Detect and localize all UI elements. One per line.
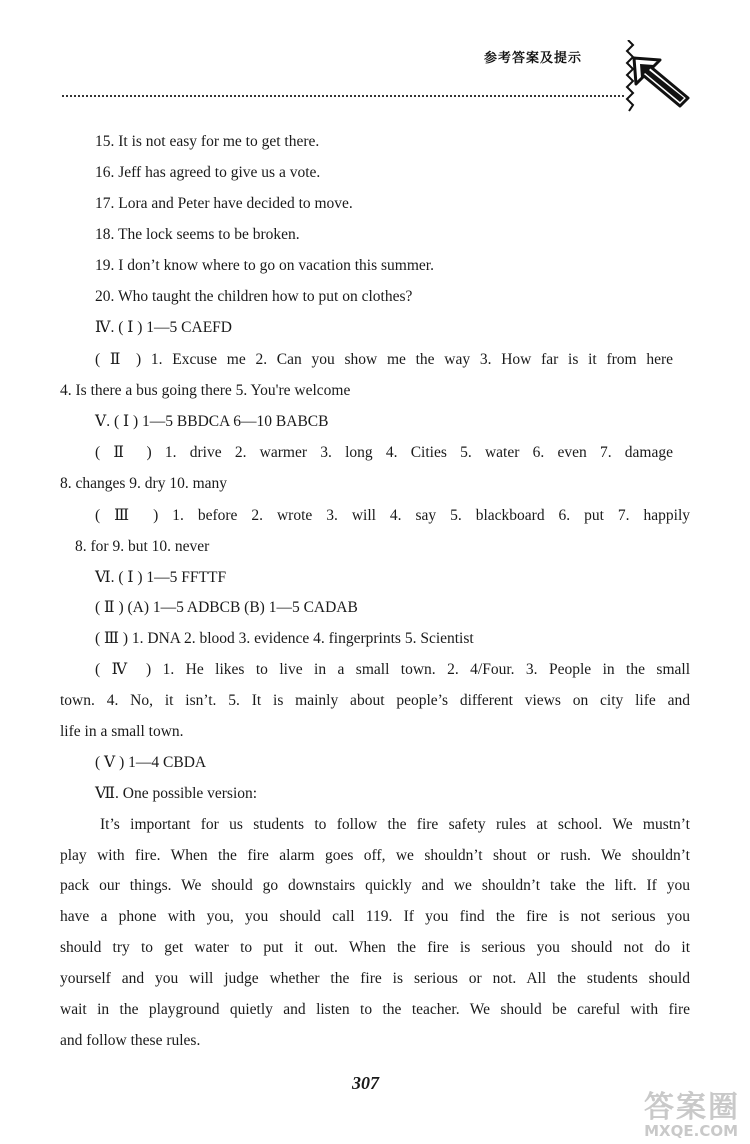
watermark — [604, 1080, 744, 1140]
section-v-iii-cont: 8. for 9. but 10. never — [75, 538, 210, 555]
section-v-ii-cont: 8. changes 9. dry 10. many — [60, 475, 228, 492]
section-iv-i: Ⅳ. ( Ⅰ ) 1—5 CAEFD — [95, 319, 232, 336]
section-vii-heading: Ⅶ. One possible version: — [95, 785, 258, 802]
essay-line: and follow these rules. — [60, 1032, 201, 1049]
section-vi-iv-cont: town. 4. No, it isn’t. 5. It is mainly about people’s different views on city life and — [60, 692, 690, 709]
section-vi-ii: ( Ⅱ ) (A) 1—5 ADBCB (B) 1—5 CADAB — [95, 599, 358, 616]
answer-line: 15. It is not easy for me to get there. — [95, 133, 320, 150]
section-iv-ii: ( Ⅱ ) 1. Excuse me 2. Can you show me the way 3. How far is it from here — [95, 351, 673, 368]
answer-line: 20. Who taught the children how to put on clothes? — [95, 288, 413, 305]
essay-line: play with fire. When the fire alarm goes off, we shouldn’t shout or rush. We shouldn’t — [60, 847, 690, 864]
essay-line: pack our things. We should go downstairs quickly and we shouldn’t take the lift. If you — [60, 877, 690, 894]
section-vi-iv: ( Ⅳ ) 1. He likes to live in a small town. 2. 4/Four. 3. People in the small — [95, 661, 690, 678]
essay-line: yourself and you will judge whether the fire is serious or not. All the students should — [60, 970, 690, 987]
header-dotted-rule — [62, 95, 624, 97]
essay-line: It’s important for us students to follow the fire safety rules at school. We mustn’t — [100, 816, 690, 833]
section-vi-v: ( Ⅴ ) 1—4 CBDA — [95, 754, 207, 771]
answer-line: 16. Jeff has agreed to give us a vote. — [95, 164, 321, 181]
arrow-icon — [628, 52, 692, 112]
essay-line: should try to get water to put it out. When the fire is serious you should not do it — [60, 939, 690, 956]
answer-line: 19. I don’t know where to go on vacation this summer. — [95, 257, 434, 274]
header-title: 参考答案及提示 — [484, 51, 583, 66]
essay-line: have a phone with you, you should call 119. If you find the fire is not serious you — [60, 908, 690, 925]
section-vi-iii: ( Ⅲ ) 1. DNA 2. blood 3. evidence 4. fingerprints 5. Scientist — [95, 630, 474, 647]
section-vi-i: Ⅵ. ( Ⅰ ) 1—5 FFTTF — [95, 569, 227, 586]
section-iv-ii-cont: 4. Is there a bus going there 5. You're welcome — [60, 382, 351, 399]
watermark-url: MXQE.COM — [644, 1122, 738, 1140]
watermark-badge: 答案圈 — [644, 1090, 740, 1125]
essay-line: wait in the playground quietly and listen to the teacher. We should be careful with fire — [60, 1001, 690, 1018]
page-number: 307 — [352, 1073, 379, 1093]
section-v-iii: ( Ⅲ ) 1. before 2. wrote 3. will 4. say 5. blackboard 6. put 7. happily — [95, 507, 690, 524]
section-vi-iv-cont: life in a small town. — [60, 723, 184, 740]
answer-line: 18. The lock seems to be broken. — [95, 226, 300, 243]
answer-line: 17. Lora and Peter have decided to move. — [95, 195, 353, 212]
section-v-ii: ( Ⅱ ) 1. drive 2. warmer 3. long 4. Cities 5. water 6. even 7. damage — [95, 444, 673, 461]
section-v-i: Ⅴ. ( Ⅰ ) 1—5 BBDCA 6—10 BABCB — [95, 413, 329, 430]
